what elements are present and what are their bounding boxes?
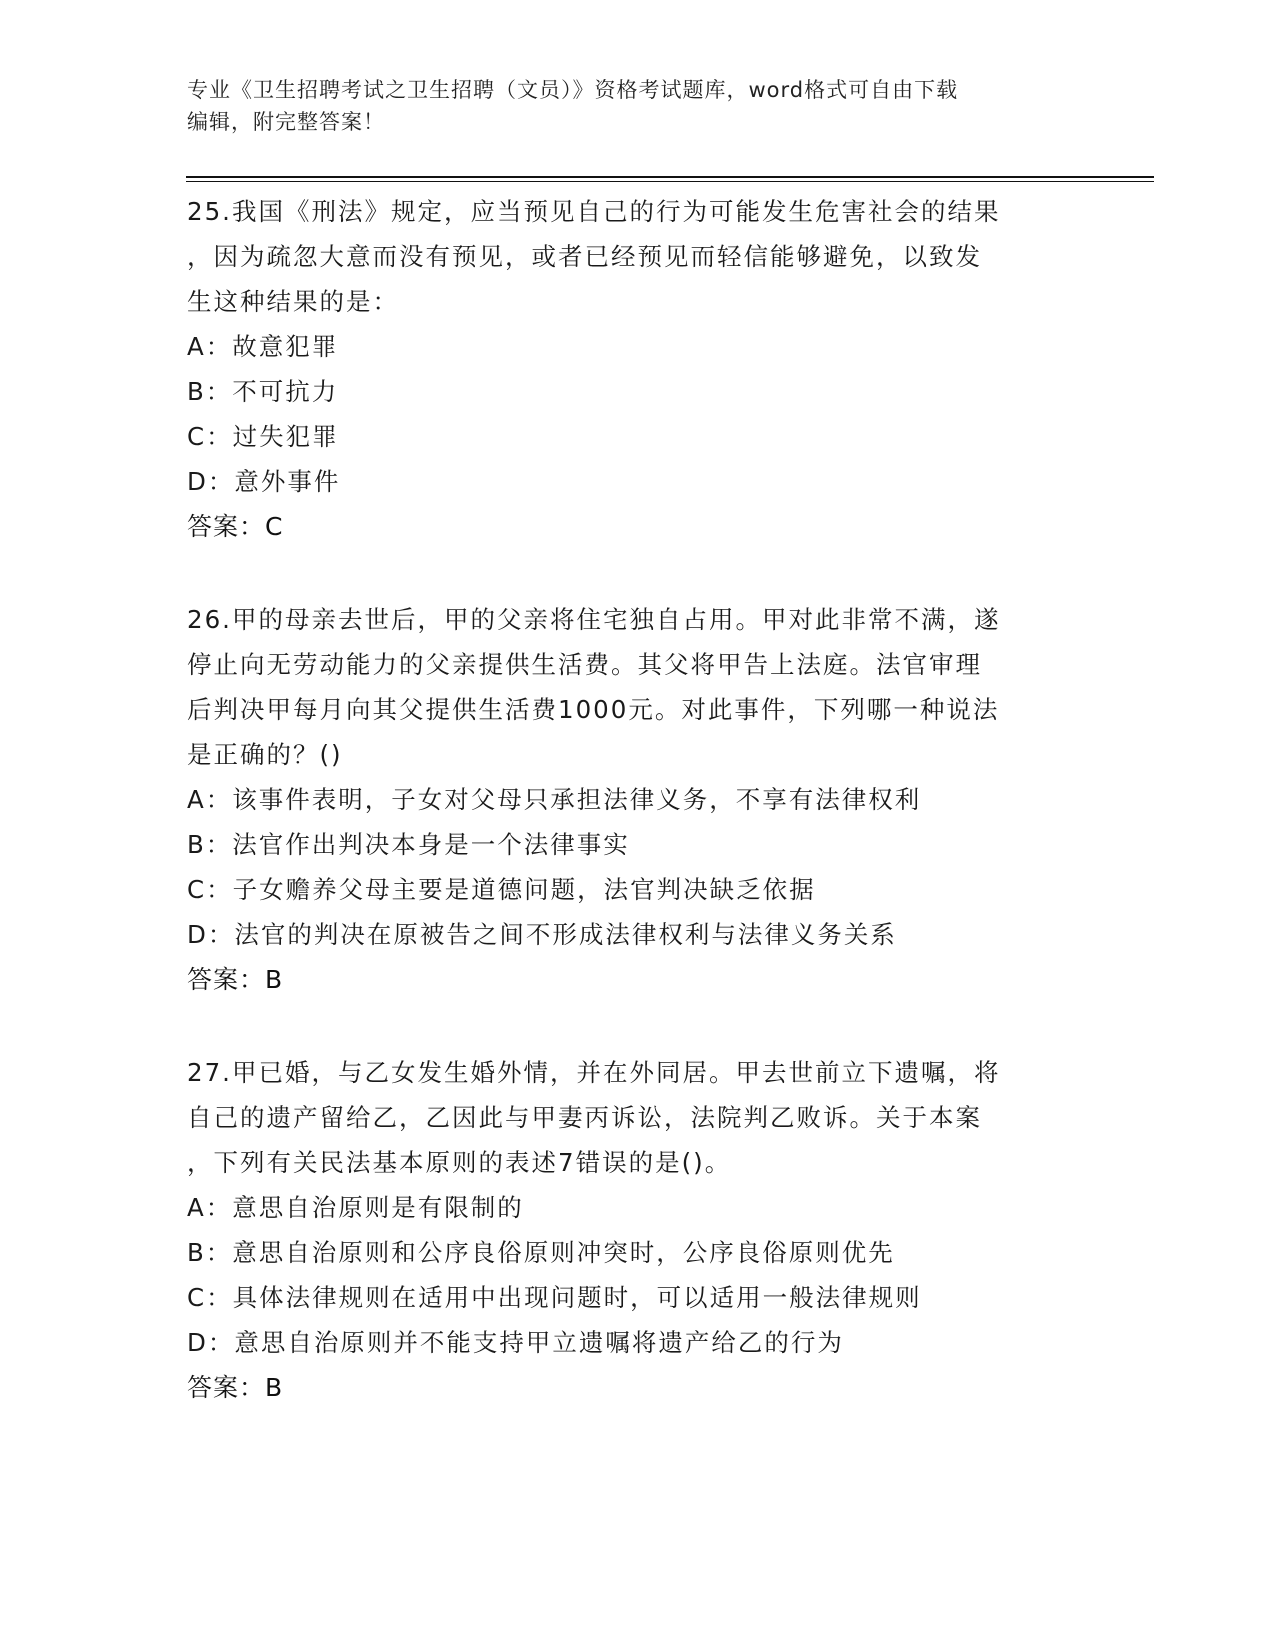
question-stem-line: ，因为疏忽大意而没有预见，或者已经预见而轻信能够避免，以致发: [187, 242, 982, 271]
question-stem-line: 25.我国《刑法》规定，应当预见自己的行为可能发生危害社会的结果: [187, 197, 1001, 226]
header-line: 专业《卫生招聘考试之卫生招聘（文员）》资格考试题库，word格式可自由下载: [187, 78, 959, 102]
question-stem-line: 生这种结果的是：: [187, 287, 399, 316]
option-a: A：故意犯罪: [187, 332, 339, 361]
question-stem-line: 停止向无劳动能力的父亲提供生活费。其父将甲告上法庭。法官审理: [187, 650, 982, 679]
header-divider-thin: [186, 181, 1154, 182]
question-stem-line: 自己的遗产留给乙，乙因此与甲妻丙诉讼，法院判乙败诉。关于本案: [187, 1103, 982, 1132]
header-line: 编辑，附完整答案！: [187, 110, 385, 134]
question-stem-line: 26.甲的母亲去世后，甲的父亲将住宅独自占用。甲对此非常不满，遂: [187, 605, 1001, 634]
answer-line: 答案：B: [187, 965, 284, 994]
question-stem-line: 27.甲已婚，与乙女发生婚外情，并在外同居。甲去世前立下遗嘱，将: [187, 1058, 1001, 1087]
question-stem-line: 是正确的？(): [187, 740, 343, 769]
option-a: A：该事件表明，子女对父母只承担法律义务，不享有法律权利: [187, 785, 922, 814]
option-b: B：不可抗力: [187, 377, 339, 406]
option-d: D：意思自治原则并不能支持甲立遗嘱将遗产给乙的行为: [187, 1328, 844, 1357]
option-b: B：法官作出判决本身是一个法律事实: [187, 830, 630, 859]
option-c: C：过失犯罪: [187, 422, 339, 451]
option-d: D：法官的判决在原被告之间不形成法律权利与法律义务关系: [187, 920, 897, 949]
answer-line: 答案：C: [187, 512, 284, 541]
option-c: C：具体法律规则在适用中出现问题时，可以适用一般法律规则: [187, 1283, 922, 1312]
question-27: [187, 1050, 1087, 1410]
question-25: [187, 189, 1087, 549]
header-divider: [186, 176, 1154, 178]
document-header: [187, 74, 1067, 138]
option-b: B：意思自治原则和公序良俗原则冲突时，公序良俗原则优先: [187, 1238, 895, 1267]
question-stem-line: ，下列有关民法基本原则的表述7错误的是()。: [187, 1148, 732, 1177]
option-a: A：意思自治原则是有限制的: [187, 1193, 524, 1222]
answer-line: 答案：B: [187, 1373, 284, 1402]
option-d: D：意外事件: [187, 467, 341, 496]
question-stem-line: 后判决甲每月向其父提供生活费1000元。对此事件，下列哪一种说法: [187, 695, 1000, 724]
option-c: C：子女赡养父母主要是道德问题，法官判决缺乏依据: [187, 875, 816, 904]
question-26: [187, 597, 1087, 1002]
